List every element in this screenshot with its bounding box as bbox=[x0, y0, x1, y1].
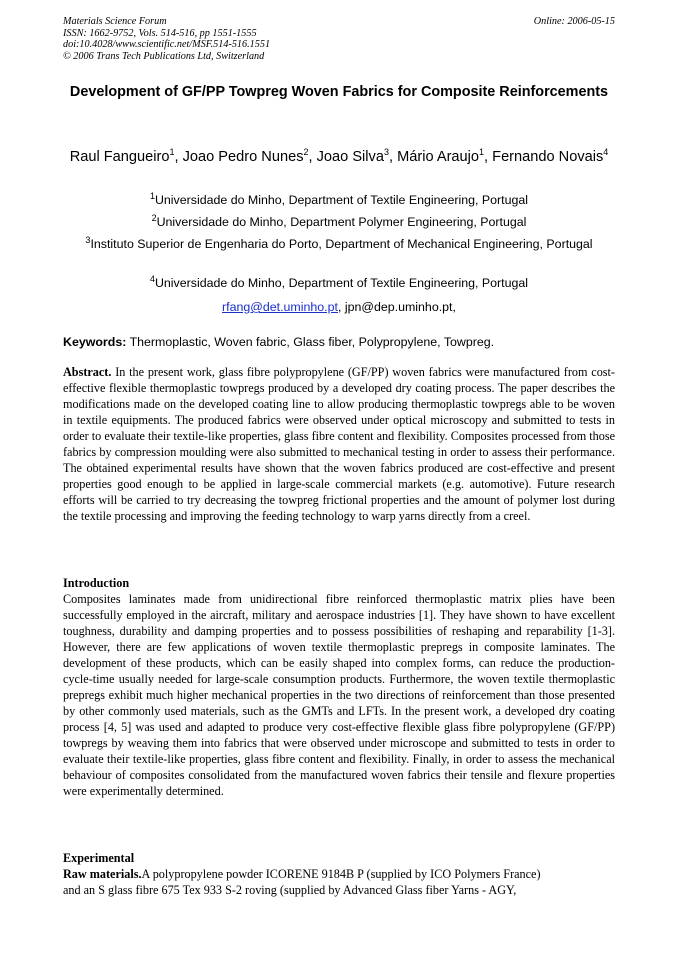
author-name: Fernando Novais bbox=[492, 149, 604, 165]
introduction-text: Composites laminates made from unidirectional fibre reinforced thermoplastic matrix plies have been successfully employed in the aircraft, military and aerospace industries [1]. They have shown to have excellent toughness, durability and damping properties and to possess possibilities of reshaping and reparability [1-3]. However, there are few applications of woven textile thermoplastic prepregs in composite laminates. The development of these products, which can be easily shaped into complex forms, can reduce the production-cycle-time usually needed for large-scale consumption products. Furthermore, the woven textile thermoplastic prepregs exhibit much higher mechanical properties in the two directions of reinforcement than those presented by other commonly used materials, such as the GMTs and LFTs. In the present work, a developed dry coating process [4, 5] was used and adapted to produce very cost-effective flexible glass fibre polypropylene (GF/PP) towpregs by weaving them into fabrics that were observed under microscope and submitted to tests in order to evaluate their textile-like properties, glass fibre content and flexibility. Finally, in order to assess the mechanical behaviour of composites consolidated from the manufactured woven fabrics their tensile and flexure properties were experimentally determined. bbox=[63, 592, 615, 798]
author-name: Joao Pedro Nunes bbox=[182, 149, 304, 165]
author-name: Raul Fangueiro bbox=[69, 149, 170, 165]
journal-doi: doi:10.4028/www.scientific.net/MSF.514-516.1551 bbox=[63, 39, 271, 50]
abstract-text: In the present work, glass fibre polypropylene (GF/PP) woven fabrics were manufactured from cost-effective flexible thermoplastic towpregs produced by a developed dry coating process. The paper describes the modifications made on the developed coating line to allow producing thermoplastic towpregs able to be woven in textile equipments. The produced fabrics were observed under optical microscopy and submitted to tests in order to evaluate their textile-like properties, glass fibre content and flexibility. Composites processed from those fabrics by compression moulding were also submitted to mechanical testing in order to assess their performance. The obtained experimental results have shown that the woven fabrics produced are cost-effective and present properties good enough to be applied in large-scale commercial markets (e.g. automotive). Future research efforts will be carried to try decreasing the towpreg frictional properties and the amount of polymer lost during the textile processing and improving the feeding technology to warp yarns directly from a creel. bbox=[63, 365, 615, 523]
abstract-label: Abstract. bbox=[63, 365, 112, 379]
author-emails bbox=[70, 299, 608, 315]
author-affiliation-mark: 1 bbox=[169, 147, 175, 158]
affiliation-1: $^1$Universidade do Minho, Department of Textile Engineering, Portugal bbox=[149, 190, 529, 207]
online-date: Online: 2006-05-15 bbox=[533, 16, 615, 27]
keywords-text: Thermoplastic, Woven fabric, Glass fiber, Polypropylene, Towpreg. bbox=[126, 335, 495, 349]
affiliation-3: $^3$Instituto Superior de Engenharia do Porto, Department of Mechanical Engineering, Portugal bbox=[85, 234, 593, 251]
journal-issn: ISSN: 1662-9752, Vols. 514-516, pp 1551-1555 bbox=[63, 27, 257, 39]
paper-title: Development of GF/PP Towpreg Woven Fabrics for Composite Reinforcements bbox=[69, 84, 609, 100]
keywords bbox=[63, 334, 615, 350]
abstract bbox=[63, 364, 615, 524]
experimental-line-2: and an S glass fibre 675 Tex 933 S-2 roving (supplied by Advanced Glass fiber Yarns - AGY, bbox=[63, 883, 517, 897]
author-name: Joao Silva bbox=[316, 149, 384, 165]
journal-copyright: © 2006 Trans Tech Publications Ltd, Switzerland bbox=[63, 50, 265, 62]
experimental-line-1: Raw materials.A polypropylene powder ICORENE 9184B P (supplied by ICO Polymers France) bbox=[63, 867, 541, 881]
author-affiliation-mark: 2 bbox=[303, 147, 309, 158]
author-affiliation-mark: 4 bbox=[603, 147, 609, 158]
experimental-section bbox=[63, 850, 615, 898]
affiliation-2: $^2$Universidade do Minho, Department Polymer Engineering, Portugal bbox=[151, 212, 527, 229]
journal-header bbox=[63, 16, 423, 62]
keywords-label: Keywords: bbox=[63, 335, 127, 349]
journal-name: Materials Science Forum bbox=[63, 16, 167, 27]
introduction-section bbox=[63, 575, 615, 799]
introduction-heading: Introduction bbox=[63, 576, 130, 590]
author-affiliation-mark: 1 bbox=[479, 147, 485, 158]
author-affiliation-mark: 3 bbox=[383, 147, 389, 158]
affiliation-4: $^4$Universidade do Minho, Department of Textile Engineering, Portugal bbox=[149, 273, 529, 290]
email-text: , jpn@dep.uminho.pt, bbox=[337, 300, 456, 314]
raw-materials-label: Raw materials. bbox=[63, 867, 142, 881]
author-name: Mário Araujo bbox=[397, 149, 480, 165]
email-link[interactable]: rfang@det.uminho.pt bbox=[222, 300, 338, 314]
author-list: Raul Fangueiro$^1$, Joao Pedro Nunes$^2$, Joao Silva$^3$, Mário Araujo$^1$, Fernando Novais$^4$ bbox=[69, 147, 609, 165]
experimental-heading: Experimental bbox=[63, 851, 135, 865]
